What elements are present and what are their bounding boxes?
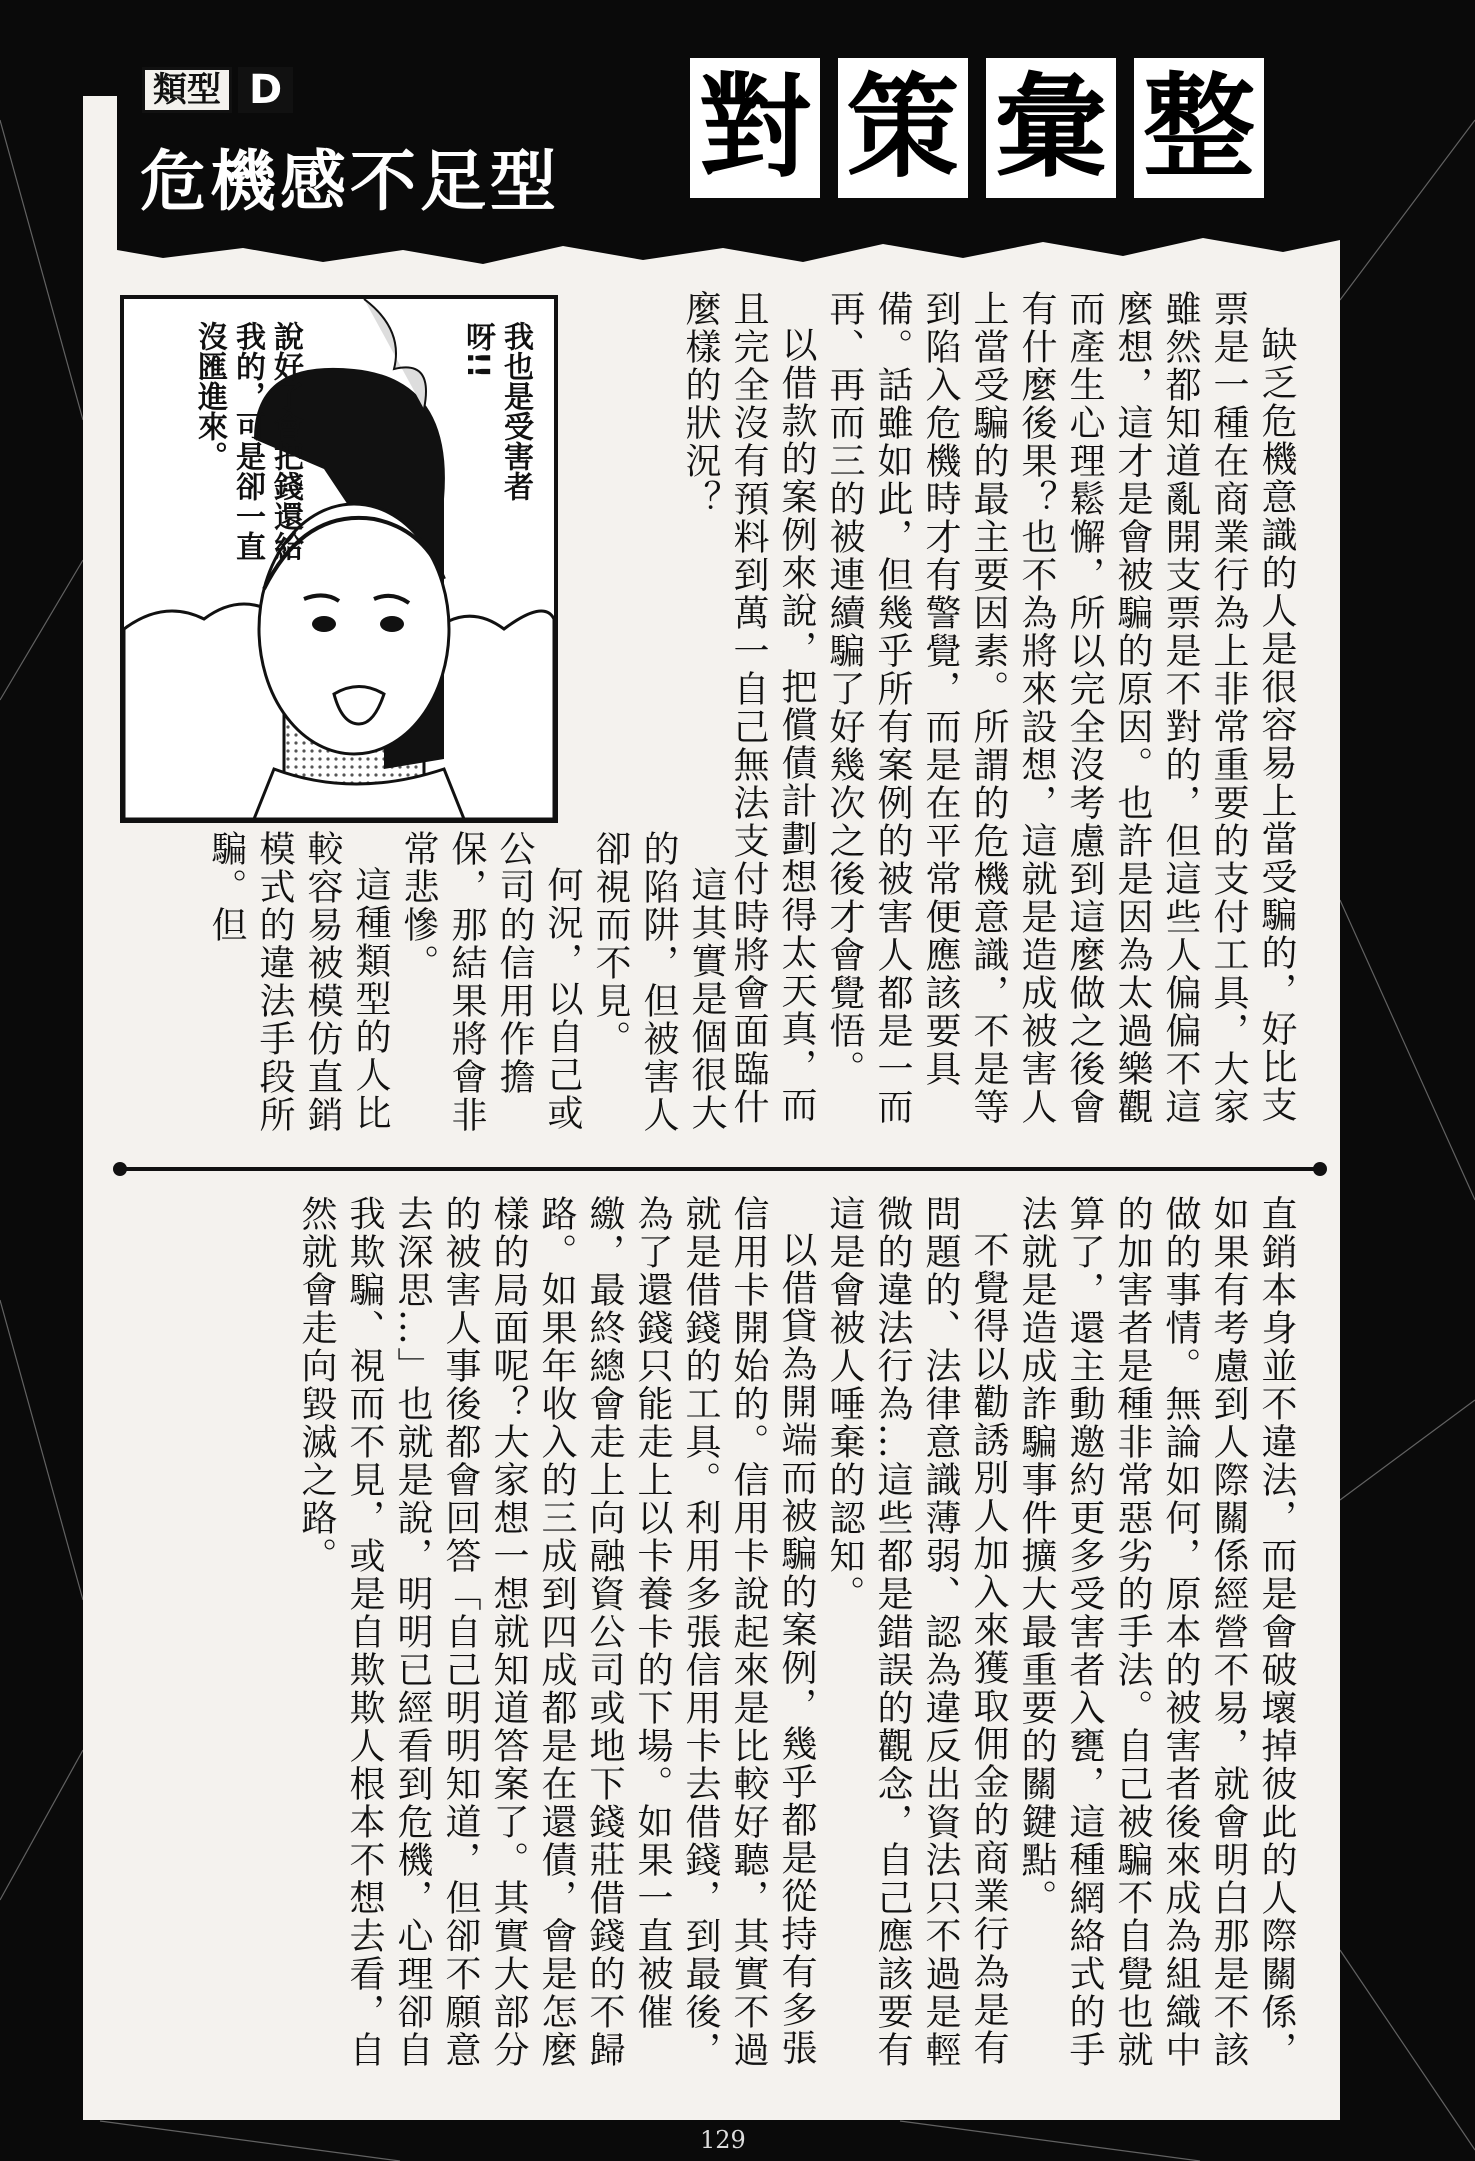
paragraph: 以借款的案例來說，把償債計劃想得太天真，而且完全沒有預料到萬一自己無法支付時將會面臨什麼樣的狀況？ [680, 290, 817, 1126]
type-title: 危機感不足型 [140, 143, 560, 220]
type-tag-code: D [238, 67, 293, 113]
divider-dot-right [1313, 1162, 1327, 1176]
paragraph: 這其實是個很大的陷阱，但被害人卻視而不見。 [590, 830, 727, 1134]
paragraph: 這種類型的人比較容易被模仿直銷模式的違法手段所騙。但 [206, 830, 391, 1134]
paragraph: 不覺得以勸誘別人加入來獲取佣金的商業行為是有問題的、法律意識薄弱、認為違反出資法只不過是輕微的違法行為…這些都是錯誤的觀念，自己應該要有這是會被人唾棄的認知。 [824, 1195, 1009, 2069]
summary-char: 彙 [986, 58, 1116, 198]
paragraph: 以借貸為開端而被騙的案例，幾乎都是從持有多張信用卡開始的。信用卡說起來是比較好聽，其實不過就是借錢的工具。利用多張信用卡去借錢，到最後，為了還錢只能走上以卡養卡的下場。如果一直被催繳，最終總會走上向融資公司或地下錢莊借錢的不歸路。如果年收入的三成到四成都是在還債，會是怎麼樣的局面呢？大家想一想就知道答案了。其實大部分的被害人事後都會回答「自己明明知道，但卻不願意去深思…」也就是說，明明已經看到危機，心理卻自我欺騙、視而不見，或是自欺欺人根本不想去看，自然就會走向毀滅之路。 [296, 1195, 817, 2069]
comic-panel [120, 295, 558, 823]
speech-bubble-complaint: 說好了會把錢還給我的，可是卻一直沒匯進來。 [192, 321, 303, 561]
paragraph: 直銷本身並不違法，而是會破壞掉彼此的人際關係，如果有考慮到人際關係經營不易，就會明白那是不該做的事情。無論如何，原本的被害者後來成為組織中的加害者是種非常惡劣的手法。自己被騙不自覺也就算了，還主動邀約更多受害者入甕，這種網絡式的手法就是造成詐騙事件擴大最重要的關鍵點。 [1016, 1195, 1297, 2069]
summary-title [690, 58, 1264, 198]
paragraph: 缺乏危機意識的人是很容易上當受騙的，好比支票是一種在商業行為上非常重要的支付工具，大家雖然都知道亂開支票是不對的，但這些人偏偏不這麼想，這才是會被騙的原因。也許是因為太過樂觀而產生心理鬆懈，所以完全沒考慮到這麼做之後會有什麼後果？也不為將來設想，這就是造成被害人上當受騙的最主要因素。所謂的危機意識，不是等到陷入危機時才有警覺，而是在平常便應該要具備。話雖如此，但幾乎所有案例的被害人都是一而再、再而三的被連續騙了好幾次之後才會覺悟。 [824, 290, 1297, 1126]
summary-char: 策 [838, 58, 968, 198]
type-tag-label: 類型 [142, 67, 232, 113]
paragraph: 何況，以自己或公司的信用作擔保，那結果將會非常悲慘。 [398, 830, 583, 1134]
type-tag [142, 66, 293, 114]
summary-char: 整 [1134, 58, 1264, 198]
mid-article-text [150, 830, 730, 1150]
speech-bubble-victim: 我也是受害者呀!! [460, 321, 533, 501]
divider-dot-left [113, 1162, 127, 1176]
bottom-article-text [150, 1195, 1300, 2075]
summary-char: 對 [690, 58, 820, 198]
page-number: 129 [700, 2126, 746, 2154]
section-divider [120, 1167, 1320, 1171]
